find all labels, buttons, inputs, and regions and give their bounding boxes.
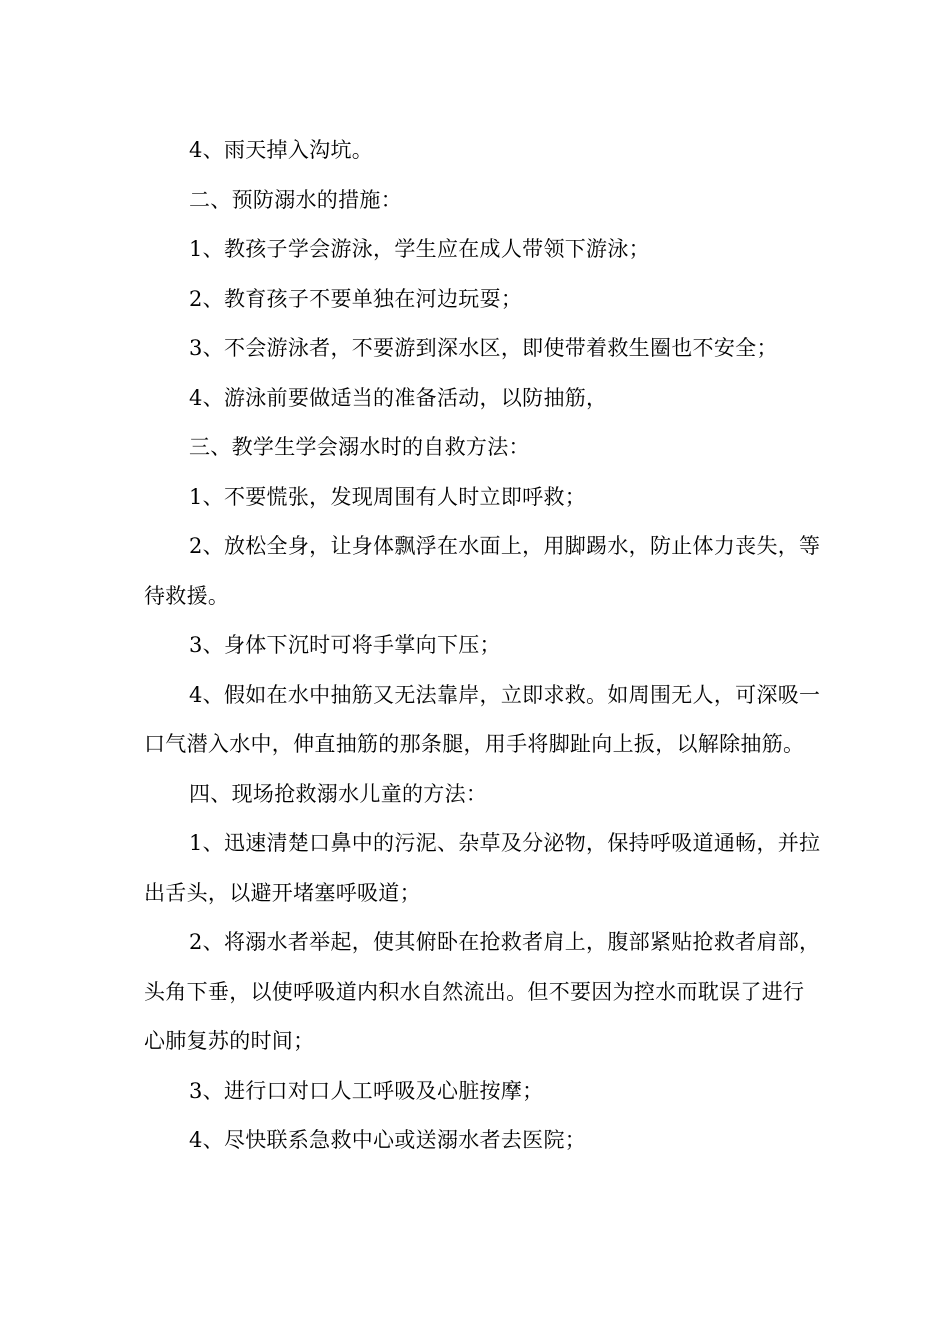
paragraph: 4、雨天掉入沟坑。 [189,138,374,162]
paragraph: 1、不要慌张，发现周围有人时立即呼救； [189,484,587,509]
section-heading: 四、现场抢救溺水儿童的方法： [189,781,488,806]
paragraph: 2、将溺水者举起，使其俯卧在抢救者肩上，腹部紧贴抢救者肩部，头角下垂，以使呼吸道内积水自然流出。但不要因为控水而耽误了进行心肺复苏的时间； [144,930,821,1053]
paragraph: 3、不会游泳者，不要游到深水区，即使带着救生圈也不安全； [189,336,778,360]
paragraph: 4、假如在水中抽筋又无法靠岸，立即求救。如周围无人，可深吸一口气潜入水中，伸直抽筋的那条腿，用手将脚趾向上扳，以解除抽筋。 [144,682,821,756]
section-heading: 二、预防溺水的措施： [189,187,402,212]
document-body [144,126,824,1166]
paragraph: 3、身体下沉时可将手掌向下压； [189,633,501,657]
paragraph: 4、游泳前要做适当的准备活动，以防抽筋， [189,385,608,410]
paragraph: 2、放松全身，让身体飘浮在水面上，用脚踢水，防止体力丧失，等待救援。 [144,534,821,608]
paragraph: 1、迅速清楚口鼻中的污泥、杂草及分泌物，保持呼吸道通畅，并拉出舌头，以避开堵塞呼吸道； [144,831,821,905]
section-heading: 三、教学生学会溺水时的自救方法： [189,435,530,459]
paragraph: 3、进行口对口人工呼吸及心脏按摩； [189,1078,544,1103]
paragraph: 2、教育孩子不要单独在河边玩耍； [189,286,523,311]
paragraph: 4、尽快联系急救中心或送溺水者去医院； [189,1128,587,1152]
paragraph: 1、教孩子学会游泳，学生应在成人带领下游泳； [189,237,650,261]
